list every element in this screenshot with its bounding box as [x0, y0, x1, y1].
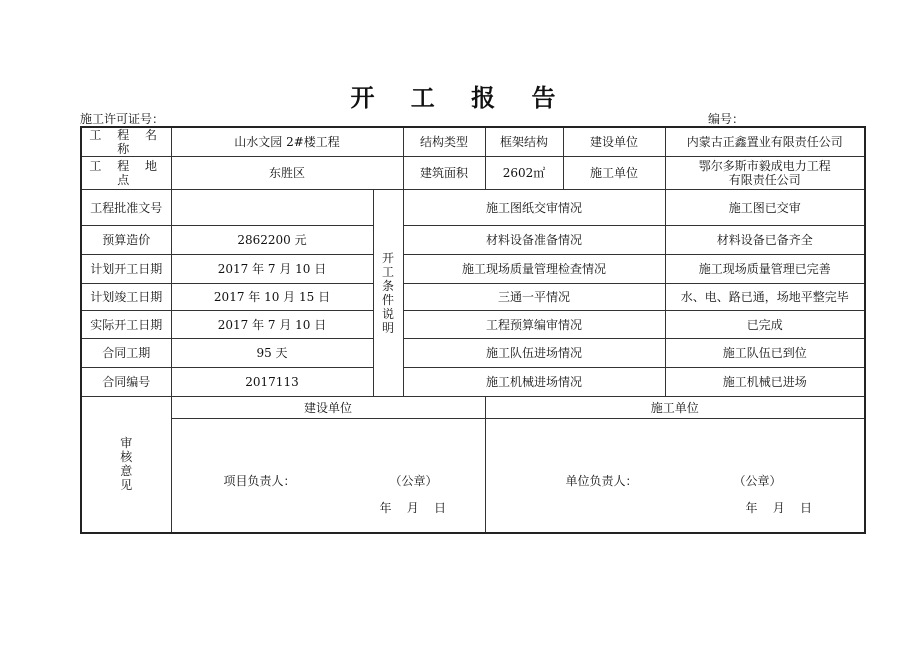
builder-seal-label: （公章） — [389, 474, 438, 488]
contractor-date-label: 年 月 日 — [745, 501, 813, 515]
table-row — [81, 127, 865, 157]
left-row-value: 2017 年 10 月 15 日 — [171, 284, 373, 311]
review-label: 审 核 意 见 — [81, 397, 171, 533]
contractor-label: 施工单位 — [563, 157, 665, 190]
condition-status: 施工队伍已到位 — [665, 339, 865, 368]
condition-item: 施工机械进场情况 — [403, 368, 665, 397]
table-row — [81, 311, 865, 339]
review-builder-header: 建设单位 — [171, 397, 485, 419]
floor-area-value: 2602㎡ — [485, 157, 563, 190]
condition-status: 施工图已交审 — [665, 190, 865, 226]
condition-item: 材料设备准备情况 — [403, 226, 665, 255]
project-name-value: 山水文园 2#楼工程 — [171, 127, 403, 157]
project-site-value: 东胜区 — [171, 157, 403, 190]
condition-item: 施工现场质量管理检查情况 — [403, 255, 665, 284]
table-row — [81, 255, 865, 284]
condition-item: 施工图纸交审情况 — [403, 190, 665, 226]
left-row-label: 预算造价 — [81, 226, 171, 255]
left-row-value: 95 天 — [171, 339, 373, 368]
permit-number-label: 施工许可证号： — [80, 112, 165, 126]
commencement-report-table — [80, 126, 866, 534]
structure-type-label: 结构类型 — [403, 127, 485, 157]
condition-status: 材料设备已备齐全 — [665, 226, 865, 255]
left-row-value: 2017 年 7 月 10 日 — [171, 311, 373, 339]
builder-signature-box — [171, 419, 485, 533]
floor-area-label: 建筑面积 — [403, 157, 485, 190]
condition-item: 施工队伍进场情况 — [403, 339, 665, 368]
left-row-label: 计划竣工日期 — [81, 284, 171, 311]
condition-status: 施工机械已进场 — [665, 368, 865, 397]
builder-value: 内蒙古正鑫置业有限责任公司 — [665, 127, 865, 157]
left-row-label: 合同工期 — [81, 339, 171, 368]
left-row-label: 计划开工日期 — [81, 255, 171, 284]
table-row — [81, 339, 865, 368]
condition-item: 三通一平情况 — [403, 284, 665, 311]
left-row-label: 实际开工日期 — [81, 311, 171, 339]
left-row-value — [171, 190, 373, 226]
contractor-value-line2: 有限责任公司 — [728, 173, 801, 187]
left-row-value: 2017113 — [171, 368, 373, 397]
structure-type-value: 框架结构 — [485, 127, 563, 157]
table-row — [81, 190, 865, 226]
review-contractor-header: 施工单位 — [485, 397, 865, 419]
project-name-label: 工 程 名 称 — [81, 127, 171, 157]
left-row-value: 2017 年 7 月 10 日 — [171, 255, 373, 284]
contractor-value — [665, 157, 865, 190]
table-row — [81, 284, 865, 311]
condition-status: 施工现场质量管理已完善 — [665, 255, 865, 284]
contractor-value-line1: 鄂尔多斯市毅成电力工程 — [698, 159, 831, 173]
condition-status: 已完成 — [665, 311, 865, 339]
unit-leader-label: 单位负责人： — [565, 474, 638, 488]
table-row — [81, 226, 865, 255]
report-number-label: 编号： — [708, 112, 745, 126]
table-row — [81, 368, 865, 397]
condition-status: 水、电、路已通，场地平整完毕 — [665, 284, 865, 311]
table-row — [81, 397, 865, 419]
conditions-header: 开 工 条 件 说 明 — [373, 190, 403, 397]
project-leader-label: 项目负责人： — [223, 474, 296, 488]
builder-label: 建设单位 — [563, 127, 665, 157]
table-row — [81, 419, 865, 533]
project-site-label: 工 程 地 点 — [81, 157, 171, 190]
left-row-label: 合同编号 — [81, 368, 171, 397]
page-title: 开 工 报 告 — [350, 83, 570, 112]
contractor-signature-box — [485, 419, 865, 533]
condition-item: 工程预算编审情况 — [403, 311, 665, 339]
table-row — [81, 157, 865, 190]
left-row-value: 2862200 元 — [171, 226, 373, 255]
contractor-seal-label: （公章） — [733, 474, 782, 488]
builder-date-label: 年 月 日 — [379, 501, 447, 515]
left-row-label: 工程批准文号 — [81, 190, 171, 226]
